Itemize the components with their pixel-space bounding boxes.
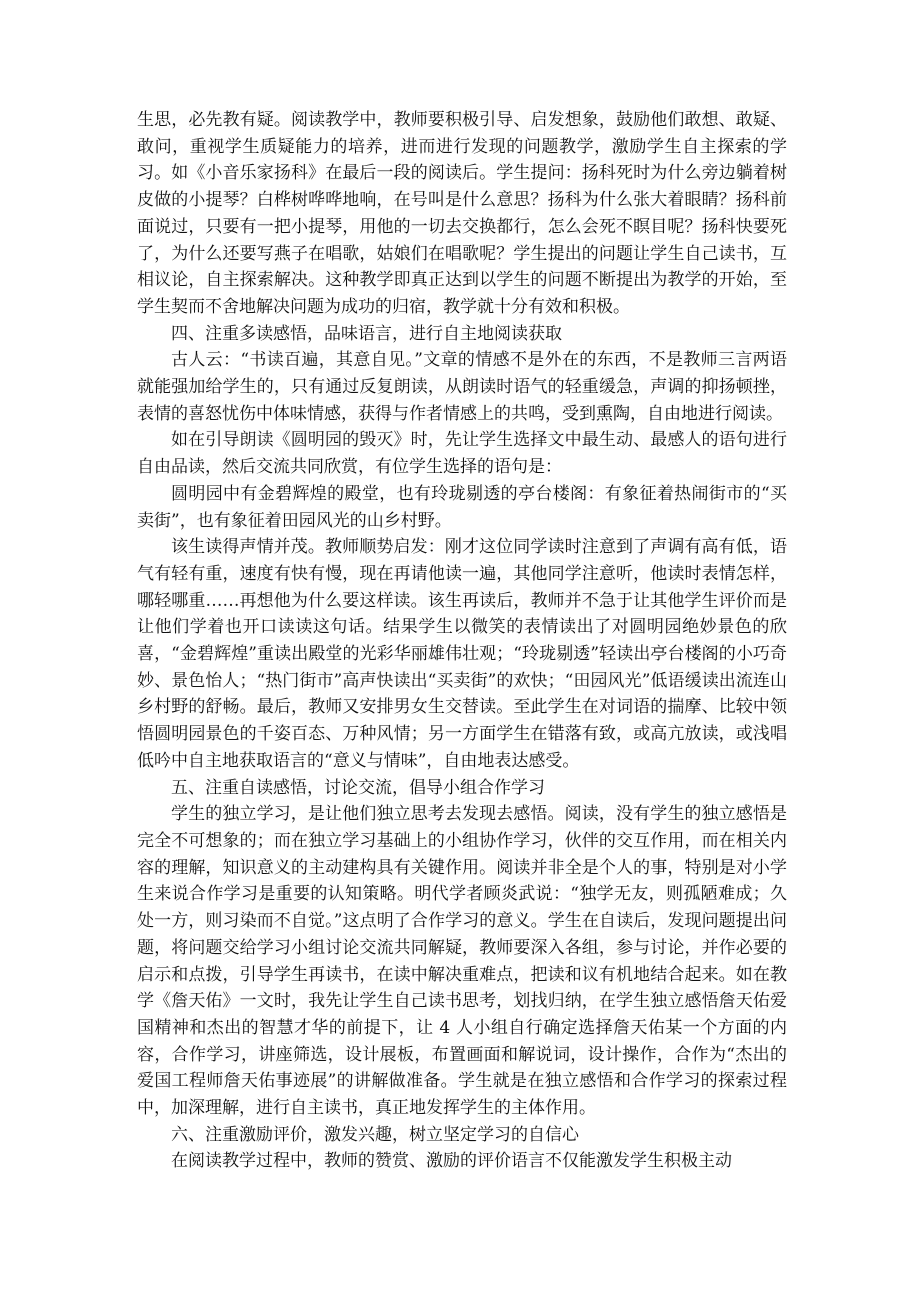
paragraph: 如在引导朗读《圆明园的毁灭》时，先让学生选择文中最生动、最感人的语句进行自由品读，然后交流共同欣赏，有位学生选择的语句是： [137,430,787,478]
quoted-sentence: 圆明园中有金碧辉煌的殿堂，也有玲珑剔透的亭台楼阁：有象征着热闹街市的“买卖街”，也有象征着田园风光的山乡村野。 [137,483,787,531]
section-heading: 五、注重自读感悟，讨论交流，倡导小组合作学习 [171,777,545,798]
section-heading: 四、注重多读感悟，品味语言，进行自主地阅读获取 [171,323,562,344]
paragraph: 生思，必先教有疑。阅读教学中，教师要积极引导、启发想象，鼓励他们敢想、敢疑、敢问，重视学生质疑能力的培养，进而进行发现的问题教学，激励学生自主探索的学习。如《小音乐家扬科》在最后一段的阅读后。学生提问：扬科死时为什么旁边躺着树皮做的小提琴？白桦树哗哗地响，在号叫是什么意思？扬科为什么张大着眼睛？扬科前面说过，只要有一把小提琴，用他的一切去交换都行，怎么会死不瞑目呢？扬科快要死了，为什么还要写燕子在唱歌，姑娘们在唱歌呢？学生提出的问题让学生自己读书，互相议论，自主探索解决。这种教学即真正达到以学生的问题不断提出为教学的开始，至学生契而不舍地解决问题为成功的归宿，教学就十分有效和积极。 [137,110,787,317]
paragraph: 该生读得声情并茂。教师顺势启发：刚才这位同学读时注意到了声调有高有低，语气有轻有重，速度有快有慢，现在再请他读一遍，其他同学注意听，他读时表情怎样，哪轻哪重……再想他为什么要这样读。该生再读后，教师并不急于让其他学生评价而是让他们学着也开口读读这句话。结果学生以微笑的表情读出了对圆明园绝妙景色的欣喜，“金碧辉煌”重读出殿堂的光彩华丽雄伟壮观；“玲珑剔透”轻读出亭台楼阁的小巧奇妙、景色怡人；“热门街市”高声快读出“买卖街”的欢快；“田园风光”低语缓读出流连山乡村野的舒畅。最后，教师又安排男女生交替读。至此学生在对词语的揣摩、比较中领悟圆明园景色的千姿百态、万种风情；另一方面学生在错落有致，或高亢放读，或浅唱低吟中自主地获取语言的“意义与情味”，自由地表达感受。 [137,537,787,771]
paragraph: 在阅读教学过程中，教师的赞赏、激励的评价语言不仅能激发学生积极主动 [171,1151,732,1172]
paragraph: 古人云：“书读百遍，其意自见。”文章的情感不是外在的东西，不是教师三言两语就能强加给学生的，只有通过反复朗读，从朗读时语气的轻重缓急，声调的抑扬顿挫，表情的喜怒忧伤中体味情感，获得与作者情感上的共鸣，受到熏陶，自由地进行阅读。 [137,350,787,424]
document-body [137,107,787,1175]
paragraph: 学生的独立学习，是让他们独立思考去发现去感悟。阅读，没有学生的独立感悟是完全不可想象的；而在独立学习基础上的小组协作学习，伙伴的交互作用，而在相关内容的理解，知识意义的主动建构具有关键作用。阅读并非全是个人的事，特别是对小学生来说合作学习是重要的认知策略。明代学者顾炎武说：“独学无友，则孤陋难成；久处一方，则习染而不自觉。”这点明了合作学习的意义。学生在自读后，发现问题提出问题，将问题交给学习小组讨论交流共同解疑，教师要深入各组，参与讨论，并作必要的启示和点拨，引导学生再读书，在读中解决重难点，把读和议有机地结合起来。如在教学《詹天佑》一文时，我先让学生自己读书思考，划找归纳，在学生独立感悟詹天佑爱国精神和杰出的智慧才华的前提下，让 4 人小组自行确定选择詹天佑某一个方面的内容，合作学习，讲座筛选，设计展板，布置画面和解说词，设计操作，合作为“杰出的爱国工程师詹天佑事迹展”的讲解做准备。学生就是在独立感悟和合作学习的探索过程中，加深理解，进行自主读书，真正地发挥学生的主体作用。 [137,804,787,1119]
section-heading: 六、注重激励评价，激发兴趣，树立坚定学习的自信心 [171,1124,579,1145]
